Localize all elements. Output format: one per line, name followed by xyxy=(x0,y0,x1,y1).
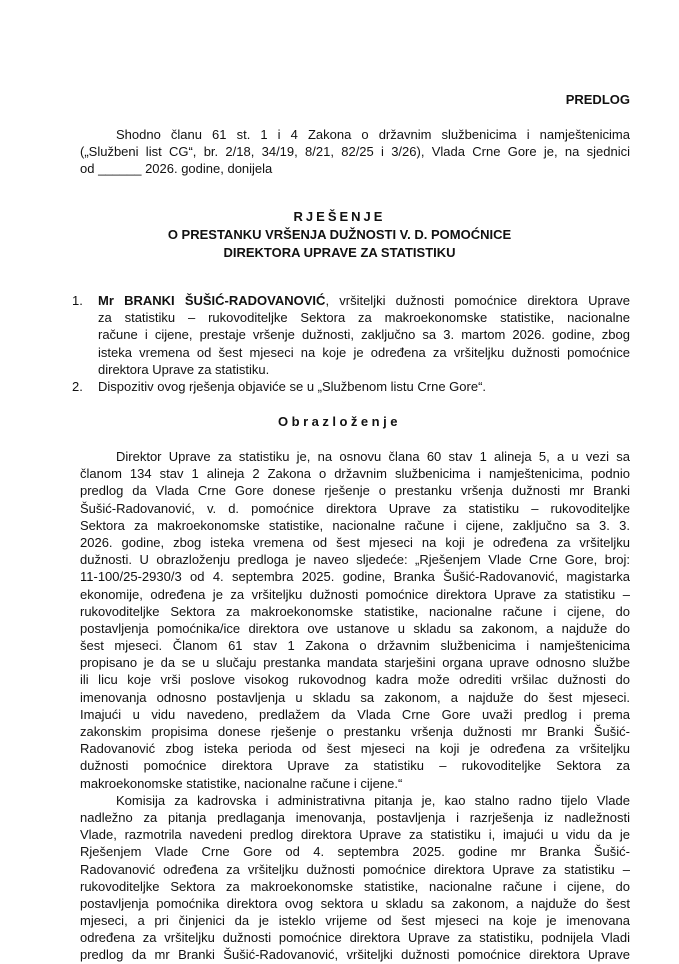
person-name: Mr BRANKI ŠUŠIĆ-RADOVANOVIĆ xyxy=(98,293,326,308)
text-line xyxy=(98,292,630,309)
text-line: ekonomije, određena je za vršiteljku dužnosti pomoćnice direktora Uprave za statistiku – xyxy=(80,586,630,602)
title-line-3: DIREKTORA UPRAVE ZA STATISTIKU xyxy=(223,245,456,260)
text-line: direktora Uprave za statistiku. xyxy=(98,361,270,377)
text-line: Imajući u vidu navedeno, predlažem da Vlada Crne Gore uvaži predlog i prema xyxy=(80,706,630,722)
list-item-1 xyxy=(72,292,631,378)
text-line: Direktor Uprave za statistiku je, na osnovu člana 60 stav 1 alineja 5, a u vezi sa xyxy=(116,449,630,464)
preamble xyxy=(80,126,630,178)
text-line: Radovanović određena za vršiteljku dužnosti pomoćnice direktora Uprave za statistiku – xyxy=(80,861,630,877)
text-line: Šušić-Radovanović, v. d. pomoćnice direktora Uprave za statistiku – rukovoditeljke xyxy=(80,500,630,516)
text-line: 2026. godine, zbog isteka vremena od šest mjeseci na koji je određena za vršiteljku xyxy=(80,534,630,550)
text-line: rukovoditeljke Sektora za makroekonomske statistike, nacionalne račune i cijene, do xyxy=(80,878,630,894)
text-line: Shodno članu 61 st. 1 i 4 Zakona o državnim službenicima i namještenicima xyxy=(116,127,630,142)
text-line: ili licu koje vrši poslove visokog rukovodnog kadra može odrediti vršilac dužnosti do xyxy=(80,672,630,688)
reasoning-body xyxy=(80,448,630,964)
text-line: nadležno za pitanja predlaganja imenovanja, postavljenja i razrješenja iz nadležnosti xyxy=(80,809,630,825)
text-line: Dispozitiv ovog rješenja objaviće se u „Službenom listu Crne Gore“. xyxy=(98,379,487,394)
title-line-1: RJEŠENJE xyxy=(293,209,386,224)
text-line: od ______ 2026. godine, donijela xyxy=(80,161,273,177)
text-line: rukovoditeljke Sektora za makroekonomske statistike, nacionalne račune i cijene, do xyxy=(80,603,630,619)
paragraph xyxy=(80,448,630,792)
text-line: predlog da mr Branki Šušić-Radovanović, vršiteljki dužnosti pomoćnice direktora Uprave xyxy=(80,947,630,963)
text-line: („Službeni list CG“, br. 2/18, 34/19, 8/21, 82/25 i 3/26), Vlada Crne Gore je, na sjednici xyxy=(80,144,630,160)
text-line: članom 134 stav 1 alineja 2 Zakona o državnim službenicima i namještenicima, podnio xyxy=(80,466,630,482)
text-line: zakonskim propisima donese rješenje o prestanku vršenja dužnosti mr Branki Šušić- xyxy=(80,724,630,739)
list-number: 1. xyxy=(72,293,83,308)
text-line: Radovanović zbog isteka perioda od šest mjeseci na koji je određena za vršiteljku xyxy=(80,741,630,757)
reasoning-heading: Obrazloženje xyxy=(278,414,401,429)
text-line: mjeseci, a pri činjenici da je isteklo vrijeme od šest mjeseci na koje je imenovana xyxy=(80,913,630,929)
text-line: predlog da Vlada Crne Gore donese rješenje o prestanku vršenja dužnosti mr Branki xyxy=(80,483,630,499)
decision-title xyxy=(0,208,679,262)
document-status-label: PREDLOG xyxy=(565,92,630,107)
text-line: postavljenja pomoćnika direktora ovog sektora u skladu sa zakonom, a najduže do šest xyxy=(80,895,630,911)
text-line: isteka vremena od šest mjeseci na koje je određena za vršiteljku dužnosti pomoćnice xyxy=(98,344,630,360)
text-line: postavljenja pomoćnika/ice direktora ove ustanove u skladu sa zakonom, a najduže do xyxy=(80,620,630,636)
text-line: Vlade, razmotrila navedeni predlog direktora Uprave za statistiku i, imajući u vidu da je xyxy=(80,827,630,843)
paragraph xyxy=(80,792,630,964)
text-line: imenovanja odnosno postavljenja u skladu sa zakonom, a najduže do šest mjeseci. xyxy=(80,689,630,705)
text-line: Rješenjem Vlade Crne Gore od 4. septembra 2025. godine mr Branka Šušić- xyxy=(80,844,630,860)
title-line-2: O PRESTANKU VRŠENJA DUŽNOSTI V. D. POMOĆNICE xyxy=(167,227,512,242)
text-line: račune i cijene, prestaje vršenje dužnosti, zaključno sa 3. martom 2026. godine, zbog xyxy=(98,327,630,343)
text-line: za statistiku – rukovoditeljke Sektora za makroekonomske statistike, nacionalne xyxy=(98,310,630,326)
text-line: Komisija za kadrovska i administrativna pitanja je, kao stalno radno tijelo Vlade xyxy=(116,792,630,808)
text-line: makroekonomske statistike, nacionalne račune i cijene.“ xyxy=(80,775,403,791)
list-item-2 xyxy=(72,378,630,395)
text-fragment: , vršiteljki dužnosti pomoćnice direktora Uprave xyxy=(325,293,631,308)
text-line: dužnosti pomoćnice direktora Uprave za statistiku – rukovoditeljke Sektora za xyxy=(80,758,630,774)
text-line: dužnosti. U obrazloženju predloga je naveo sljedeće: „Rješenjem Vlade Crne Gore, broj: xyxy=(80,552,630,568)
text-line: propisano je da se u slučaju prestanka mandata starješini organa uprave odnosno službe xyxy=(80,655,630,671)
text-line: određena za vršiteljku dužnosti pomoćnice direktora Uprave za statistiku, podnijela Vladi xyxy=(80,930,630,946)
text-line: šest mjeseci. Članom 61 stav 1 Zakona o državnim službenicima i namještenicima xyxy=(80,638,630,654)
text-line: 11-100/25-2930/3 od 4. septembra 2025. godine, Branka Šušić-Radovanović, magistarka xyxy=(80,569,630,585)
list-number: 2. xyxy=(72,379,83,394)
text-line: Sektora za makroekonomske statistike, nacionalne račune i cijene, zaključno sa 3. 3. xyxy=(80,517,630,533)
